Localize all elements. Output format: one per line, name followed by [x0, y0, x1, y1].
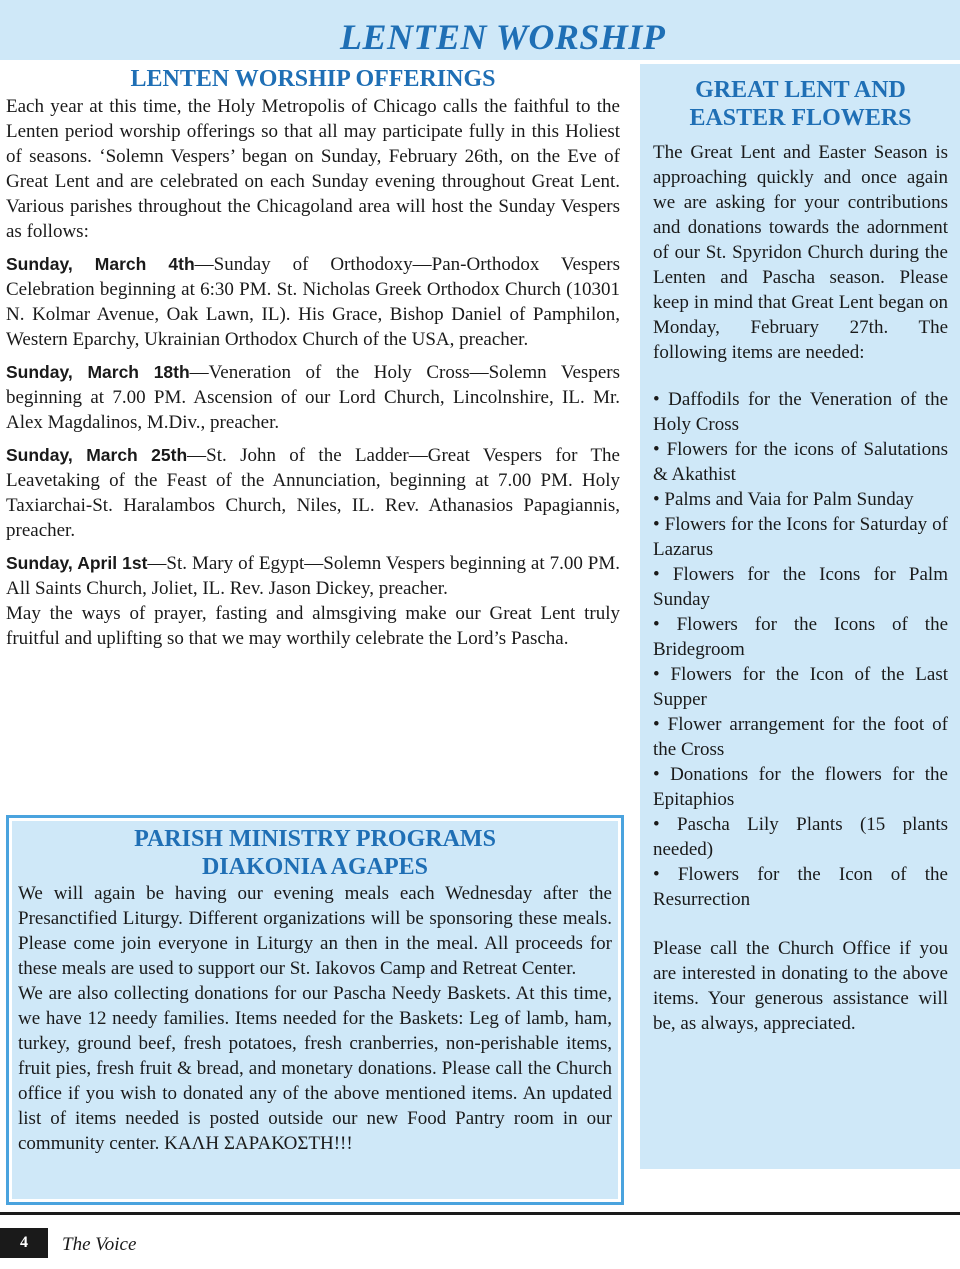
event-date: Sunday, April 1st — [6, 553, 148, 573]
page-section-title: LENTEN WORSHIP — [340, 17, 666, 57]
event-text: —St. John of the Ladder—Great Vespers for The Leavetaking of the Feast of the Annunciation, beginning at 7.00 PM. Holy Taxiarchai-St. Haralambos Church, Niles, IL. Rev. Athanasios Papagiannis, preacher. — [6, 445, 620, 541]
list-item: • Flowers for the Icons for Palm Sunday — [653, 562, 948, 612]
publication-name: The Voice — [62, 1234, 137, 1255]
flowers-sidebar — [640, 64, 960, 1169]
event-text: —St. Mary of Egypt—Solemn Vespers beginning at 7.00 PM. All Saints Church, Joliet, IL. Rev. Jason Dickey, preacher. — [6, 553, 621, 599]
list-item: • Flowers for the Icons for Saturday of Lazarus — [653, 512, 948, 562]
list-item: • Donations for the flowers for the Epitaphios — [653, 762, 948, 812]
list-item: • Pascha Lily Plants (15 plants needed) — [653, 812, 948, 862]
parish-paragraph-baskets: We are also collecting donations for our Pascha Needy Baskets. At this time, we have 12 needy families. Items needed for the Baskets: Leg of lamb, ham, turkey, ground beef, fresh potatoes, fresh cranberries, non-perishable items, fruit pies, fresh fruit & bread, and monetary donations. Please call the Church office if you wish to donated any of the above mentioned items. An updated list of items needed is posted outside our new Food Pantry room in our community center. ΚΑΛΗ ΣΑΡΑΚΟΣΤΗ!!! — [18, 983, 612, 1154]
flowers-note: Please call the Church Office if you are interested in donating to the above items. Your generous assistance will be, as always, appreciated. — [653, 938, 948, 1034]
event-date: Sunday, March 25th — [6, 445, 188, 465]
event-item — [6, 551, 620, 601]
parish-ministry-box — [6, 815, 624, 1205]
flowers-list — [653, 387, 948, 912]
parish-ministry-content — [12, 821, 618, 1199]
worship-closing: May the ways of prayer, fasting and almsgiving make our Great Lent truly fruitful and uplifting so that we may worthily celebrate the Lord’s Pascha. — [6, 603, 620, 649]
parish-heading-line2: DIAKONIA AGAPES — [201, 854, 429, 880]
page-number: 4 — [0, 1228, 48, 1258]
worship-heading: LENTEN WORSHIP OFFERINGS — [130, 66, 496, 92]
list-item: • Flower arrangement for the foot of the Cross — [653, 712, 948, 762]
event-date: Sunday, March 4th — [6, 254, 195, 274]
header-banner — [0, 0, 960, 60]
list-item: • Daffodils for the Veneration of the Holy Cross — [653, 387, 948, 437]
list-item: • Flowers for the Icon of the Resurrection — [653, 862, 948, 912]
flowers-intro: The Great Lent and Easter Season is approaching quickly and once again we are asking for your contributions and donations towards the adornment of our St. Spyridon Church during the Lenten and Pascha season. Please keep in mind that Great Lent began on Monday, February 27th. The following items are needed: — [653, 142, 948, 363]
list-item: • Palms and Vaia for Palm Sunday — [653, 487, 948, 512]
event-item — [6, 360, 620, 435]
worship-intro: Each year at this time, the Holy Metropolis of Chicago calls the faithful to the Lenten period worship offerings so that all may participate fully in this Holiest of seasons. ‘Solemn Vespers’ began on Sunday, February 26th, on the Eve of Great Lent and are celebrated on each Sunday evening throughout Great Lent. Various parishes throughout the Chicagoland area will host the Sunday Vespers as follows: — [6, 96, 620, 242]
parish-paragraph-meals: We will again be having our evening meals each Wednesday after the Presanctified Liturgy. Different organizations will be sponsoring these meals. Please come join everyone in Liturgy an then in the meal. All proceeds for these meals are used to support our St. Iakovos Camp and Retreat Center. — [18, 883, 612, 979]
worship-article — [6, 64, 620, 651]
event-item — [6, 443, 620, 543]
event-text: —Sunday of Orthodoxy—Pan-Orthodox Vespers Celebration beginning at 6:30 PM. St. Nicholas Greek Orthodox Church (10301 N. Kolmar Avenue, Oak Lawn, IL). His Grace, Bishop Daniel of Pamphilon, Western Eparchy, Ukrainian Orthodox Church of the USA, preacher. — [6, 254, 621, 350]
list-item: • Flowers for the icons of Salutations & Akathist — [653, 437, 948, 487]
event-date: Sunday, March 18th — [6, 362, 190, 382]
flowers-heading-line2: EASTER FLOWERS — [689, 105, 912, 131]
footer-divider — [0, 1212, 960, 1215]
event-text: —Veneration of the Holy Cross—Solemn Vespers beginning at 7.00 PM. Ascension of our Lord Church, Lincolnshire, IL. Mr. Alex Magdalinos, M.Div., preacher. — [6, 362, 620, 433]
list-item: • Flowers for the Icon of the Last Supper — [653, 662, 948, 712]
flowers-heading-line1: GREAT LENT AND — [695, 77, 906, 103]
parish-heading-line1: PARISH MINISTRY PROGRAMS — [134, 826, 496, 852]
event-item — [6, 252, 620, 352]
list-item: • Flowers for the Icons of the Bridegroom — [653, 612, 948, 662]
